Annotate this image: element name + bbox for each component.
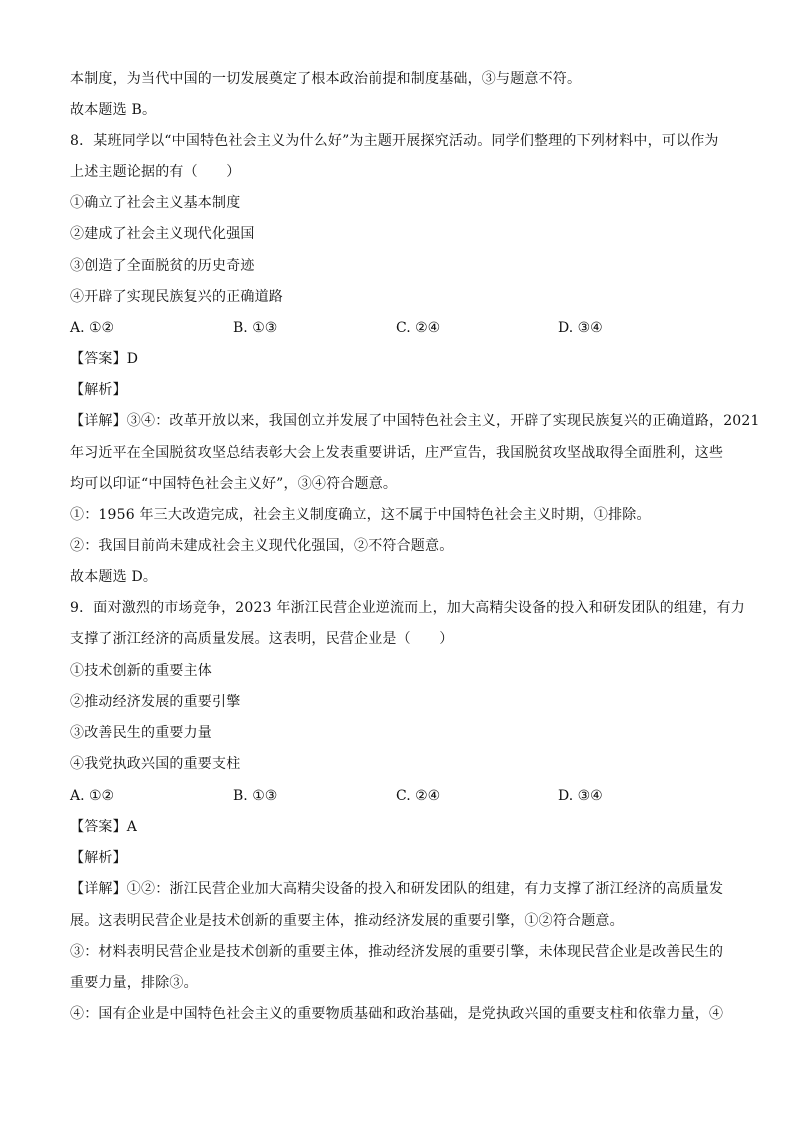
q9-stem-line-1: 9．面对激烈的市场竞争，2023 年浙江民营企业逆流而上，加大高精尖设备的投入和研发团队的组建，有力 bbox=[70, 600, 745, 616]
q9-option-c: C. ②④ bbox=[396, 788, 441, 804]
q9-detail-line-3: ③：材料表明民营企业是技术创新的重要主体，推动经济发展的重要引擎，未体现民营企业是改善民生的 bbox=[70, 944, 724, 960]
q8-option-c: C. ②④ bbox=[396, 320, 441, 336]
q8-detail-line-5: ②：我国目前尚未建成社会主义现代化强国，②不符合题意。 bbox=[70, 538, 454, 554]
q9-detail-line-5: ④：国有企业是中国特色社会主义的重要物质基础和政治基础，是党执政兴国的重要支柱和依靠力量，④ bbox=[70, 1006, 724, 1022]
q8-detail-line-1: 【详解】③④：改革开放以来，我国创立并发展了中国特色社会主义，开辟了实现民族复兴的正确道路，2021 bbox=[70, 413, 760, 429]
q8-statement-2: ②建成了社会主义现代化强国 bbox=[70, 226, 255, 242]
q9-stem-line-2: 支撑了浙江经济的高质量发展。这表明，民营企业是（ ） bbox=[70, 631, 454, 647]
q8-option-d: D. ③④ bbox=[558, 320, 603, 336]
q8-answer: 【答案】D bbox=[70, 351, 139, 367]
q8-detail-line-2: 年习近平在全国脱贫攻坚总结表彰大会上发表重要讲话，庄严宣告，我国脱贫攻坚战取得全面胜利，这些 bbox=[70, 445, 724, 461]
q8-detail-line-3: 均可以印证“中国特色社会主义好”，③④符合题意。 bbox=[70, 476, 398, 492]
q8-option-a: A. ①② bbox=[70, 320, 115, 336]
q9-detail-line-2: 展。这表明民营企业是技术创新的重要主体，推动经济发展的重要引擎，①②符合题意。 bbox=[70, 913, 624, 929]
q9-statement-3: ③改善民生的重要力量 bbox=[70, 725, 212, 741]
q7-analysis-tail: 本制度，为当代中国的一切发展奠定了根本政治前提和制度基础，③与题意不符。 bbox=[70, 71, 582, 87]
q8-statement-3: ③创造了全面脱贫的历史奇迹 bbox=[70, 258, 255, 274]
q8-statement-4: ④开辟了实现民族复兴的正确道路 bbox=[70, 289, 283, 305]
q8-detail-line-4: ①：1956 年三大改造完成，社会主义制度确立，这不属于中国特色社会主义时期，①排除。 bbox=[70, 507, 651, 523]
q9-statement-2: ②推动经济发展的重要引擎 bbox=[70, 694, 241, 710]
q7-conclusion: 故本题选 B。 bbox=[70, 102, 157, 118]
q8-analysis-heading: 【解析】 bbox=[70, 382, 127, 398]
q9-option-a: A. ①② bbox=[70, 788, 115, 804]
q8-option-b: B. ①③ bbox=[233, 320, 278, 336]
q9-detail-line-1: 【详解】①②：浙江民营企业加大高精尖设备的投入和研发团队的组建，有力支撑了浙江经济的高质量发 bbox=[70, 881, 724, 897]
q9-statement-4: ④我党执政兴国的重要支柱 bbox=[70, 756, 241, 772]
q9-answer: 【答案】A bbox=[70, 819, 138, 835]
q9-statement-1: ①技术创新的重要主体 bbox=[70, 663, 212, 679]
q9-detail-line-4: 重要力量，排除③。 bbox=[70, 975, 198, 991]
q9-option-d: D. ③④ bbox=[558, 788, 603, 804]
q8-statement-1: ①确立了社会主义基本制度 bbox=[70, 195, 241, 211]
q8-stem-line-2: 上述主题论据的有（ ） bbox=[70, 164, 241, 180]
q8-conclusion: 故本题选 D。 bbox=[70, 569, 158, 585]
q9-option-b: B. ①③ bbox=[233, 788, 278, 804]
q9-analysis-heading: 【解析】 bbox=[70, 850, 127, 866]
q8-stem-line-1: 8．某班同学以“中国特色社会主义为什么好”为主题开展探究活动。同学们整理的下列材料中，可以作为 bbox=[70, 133, 719, 149]
